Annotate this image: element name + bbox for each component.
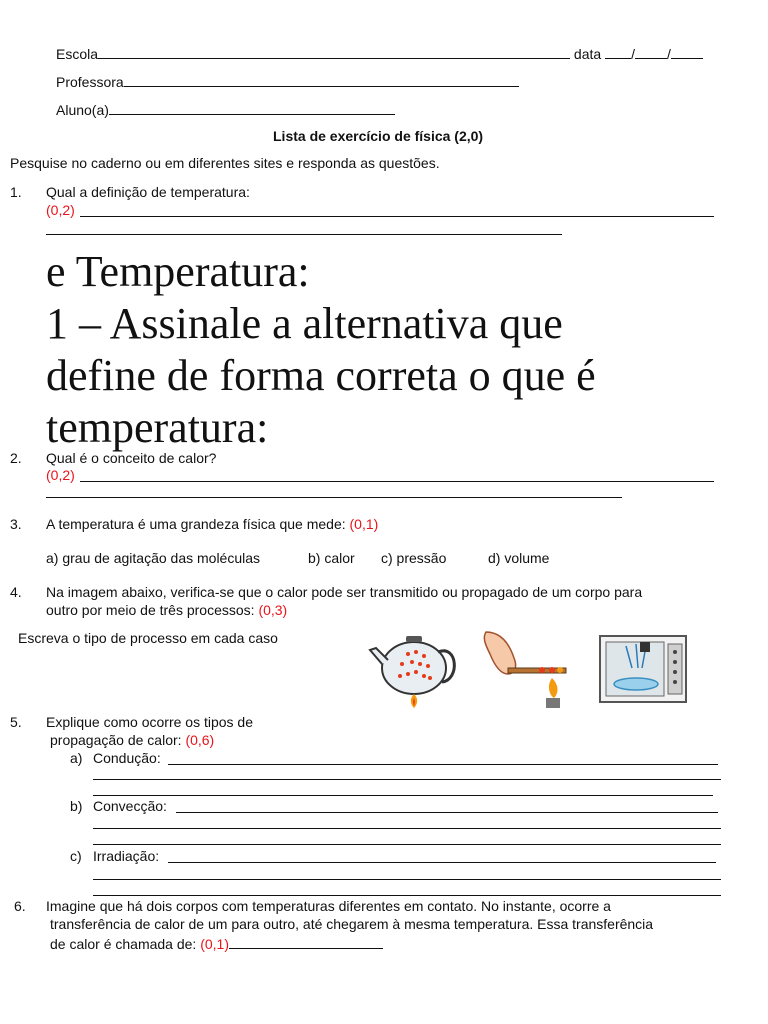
professora-row	[56, 72, 519, 90]
hand-rod-conduction-illustration	[480, 628, 572, 712]
date-slash: /	[631, 46, 635, 62]
q5-item-b-letter: b)	[70, 798, 83, 814]
q5-item-b-label: Convecção:	[93, 798, 167, 814]
q4-number: 4.	[10, 584, 22, 600]
q5-b-answer-line-3[interactable]	[93, 844, 721, 845]
q5-item-a-label: Condução:	[93, 750, 161, 766]
q1-answer-line-2[interactable]	[46, 234, 562, 235]
q5-a-answer-line-3[interactable]	[93, 795, 713, 796]
q6-text-line3: de calor é chamada de:	[50, 936, 197, 952]
professora-field[interactable]	[124, 72, 519, 87]
date-month-field[interactable]	[635, 44, 667, 59]
escola-label: Escola	[56, 46, 99, 62]
q3-number: 3.	[10, 516, 22, 532]
q2-text: Qual é o conceito de calor?	[46, 450, 217, 466]
overlay-line: 1 – Assinale a alternativa que	[46, 299, 563, 348]
q3-option-c[interactable]: c) pressão	[381, 550, 447, 566]
aluno-field[interactable]	[109, 100, 395, 115]
q1-text: Qual a definição de temperatura:	[46, 184, 250, 200]
q5-c-answer-line-1[interactable]	[168, 862, 716, 863]
q5-b-answer-line-2[interactable]	[93, 828, 721, 829]
q5-number: 5.	[10, 714, 22, 730]
q3-text-row	[46, 516, 378, 532]
q5-text-line2-row	[50, 732, 214, 748]
q5-c-answer-line-3[interactable]	[93, 895, 721, 896]
overlay-line: e Temperatura:	[46, 247, 310, 296]
q6-answer-field[interactable]	[229, 934, 383, 949]
date-day-field[interactable]	[605, 44, 631, 59]
q5-points: (0,6)	[185, 732, 215, 748]
overlay-line: temperatura:	[46, 403, 269, 452]
q5-item-a-letter: a)	[70, 750, 83, 766]
q5-a-answer-line-1[interactable]	[168, 764, 718, 765]
q5-item-c-letter: c)	[70, 848, 82, 864]
q3-option-b[interactable]: b) calor	[308, 550, 355, 566]
q5-text-line1: Explique como ocorre os tipos de	[46, 714, 253, 730]
q6-number: 6.	[14, 898, 26, 914]
q4-sub-prompt: Escreva o tipo de processo em cada caso	[18, 630, 278, 646]
q1-number: 1.	[10, 184, 22, 200]
overlay-line: define de forma correta o que é	[46, 351, 596, 400]
date-year-field[interactable]	[671, 44, 703, 59]
professora-label: Professora	[56, 74, 124, 90]
q6-points: (0,1)	[200, 936, 230, 952]
q4-text-line2-row	[46, 602, 287, 618]
q1-points: (0,2)	[46, 202, 75, 218]
q5-c-answer-line-2[interactable]	[93, 879, 721, 880]
data-label: data	[573, 46, 602, 62]
page-title: Lista de exercício de física (2,0)	[273, 128, 484, 144]
aluno-label: Aluno(a)	[56, 102, 109, 118]
instructions: Pesquise no caderno ou em diferentes sites e responda as questões.	[10, 155, 440, 171]
q6-text-line3-row	[50, 934, 383, 952]
q6-text-line1: Imagine que há dois corpos com temperaturas diferentes em contato. No instante, ocorre a	[46, 898, 611, 914]
q4-points: (0,3)	[258, 602, 288, 618]
q3-points: (0,1)	[349, 516, 379, 532]
q2-answer-line-1[interactable]	[80, 481, 714, 482]
q3-option-a[interactable]: a) grau de agitação das moléculas	[46, 550, 261, 566]
q4-text-line2: outro por meio de três processos:	[46, 602, 255, 618]
q5-item-c-label: Irradiação:	[93, 848, 160, 864]
q5-text-line2: propagação de calor:	[50, 732, 182, 748]
q6-text-line2: transferência de calor de um para outro, até chegarem à mesma temperatura. Essa transferência	[50, 916, 654, 932]
aluno-row	[56, 100, 395, 118]
q3-option-d[interactable]: d) volume	[488, 550, 550, 566]
kettle-convection-illustration	[368, 624, 464, 708]
date-slash: /	[666, 46, 671, 62]
q2-number: 2.	[10, 450, 22, 466]
q1-answer-line-1[interactable]	[80, 216, 714, 217]
q2-answer-line-2[interactable]	[46, 497, 622, 498]
q4-text-line1: Na imagem abaixo, verifica-se que o calor pode ser transmitido ou propagado de um corpo para	[46, 584, 643, 600]
escola-row	[56, 44, 703, 62]
q2-points: (0,2)	[46, 467, 75, 483]
escola-field[interactable]	[98, 44, 570, 59]
q3-text: A temperatura é uma grandeza física que mede:	[46, 516, 346, 532]
q5-b-answer-line-1[interactable]	[176, 812, 718, 813]
overlay-heading	[46, 246, 746, 454]
q5-a-answer-line-2[interactable]	[93, 779, 721, 780]
microwave-radiation-illustration	[596, 622, 692, 714]
